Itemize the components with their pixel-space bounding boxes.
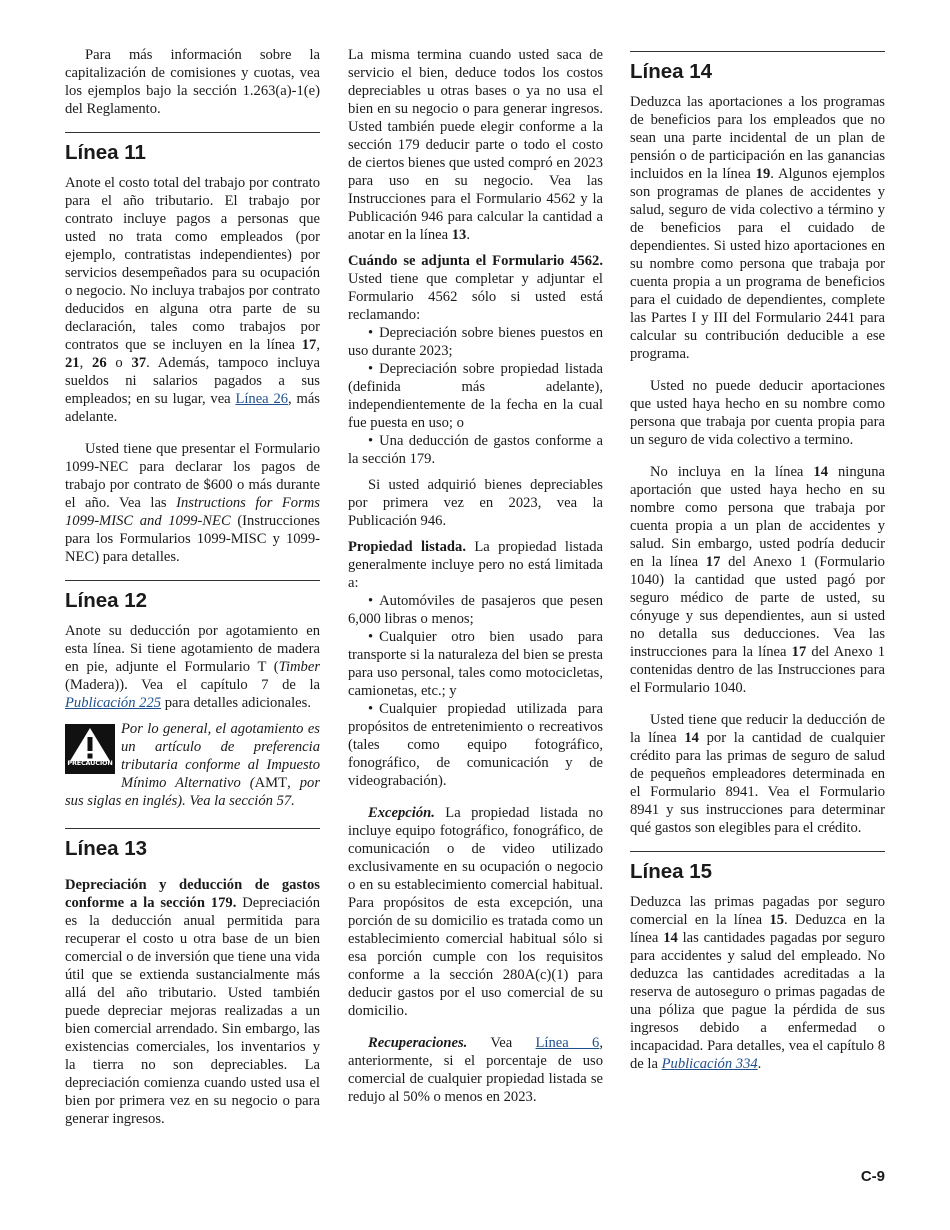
bullet: •	[368, 629, 374, 645]
link-linea-26[interactable]: Línea 26	[235, 391, 289, 407]
adquirio-paragraph	[348, 476, 603, 530]
text: Depreciación es la deducción anual permitida para recuperar el costo u otra base de un bien comercial o de inversión que tiene una vida útil que se extienda sustancialmente más allá del año tributario. Usted también puede depreciar mejoras realizadas a un bien comercial arrendado. Sin embargo, las existencias comerciales, los inventarios y la tierra no son depreciables. La depreciación comienza cuando usted usa el bien por primera vez en su negocio o para generar ingresos.	[65, 895, 320, 1127]
linea-14-paragraph-3	[630, 463, 885, 697]
run-in-heading: Propiedad listada.	[348, 539, 466, 555]
text: Deduzca las aportaciones a los programas de beneficios para los empleados que no sean una parte incidental de un plan de pensión o de participación en las ganancias incluidos en la línea	[630, 94, 885, 182]
list-item	[348, 432, 603, 468]
heading-linea-13: Línea 13	[65, 837, 148, 860]
excepcion-paragraph	[348, 804, 603, 1020]
text: . Además, tampoco incluya sueldos ni salarios pagados a sus empleados; en su lugar, vea	[65, 355, 321, 407]
line-ref: 14	[684, 730, 699, 746]
linea-15-paragraph	[630, 893, 885, 1073]
text: Usted tiene que completar y adjuntar el Formulario 4562 sólo si usted está reclamando:	[348, 271, 603, 323]
text: Si usted adquirió bienes depreciables por primera vez en 2023, vea la Publicación 946.	[348, 477, 603, 529]
section-divider	[630, 851, 885, 852]
text: Cualquier otro bien usado para transporte si la naturaleza del bien se presta para uso personal, tales como motocicletas, camionetas, etc.; y	[348, 629, 603, 699]
text: del Anexo 1 contenidas dentro de las Instrucciones para el Formulario 1040.	[630, 644, 885, 696]
text: AMT	[254, 775, 288, 791]
link-publicacion-334[interactable]: Publicación 334	[661, 1056, 758, 1072]
text: ninguna aportación que usted haya hecho en su nombre como persona que trabaja por cuenta propia a un plan de accidentes y salud. Sin embargo, usted podría deducir en la línea	[630, 464, 886, 570]
section-divider	[630, 51, 885, 52]
text: Depreciación sobre propiedad listada (definida más adelante), independientemente de la fecha en la cual fue puesta en uso; o	[348, 361, 603, 431]
text: o	[106, 355, 132, 371]
text: , por sus siglas en inglés). Vea la sección 57.	[65, 775, 320, 809]
heading-linea-12: Línea 12	[65, 589, 148, 612]
section-divider	[65, 580, 320, 581]
text: del Anexo 1 (Formulario 1040) la cantidad que usted pagó por seguro médico de parte de usted, su cónyuge y sus dependientes, aun si usted no detalla sus deducciones. Vea las instrucciones para la línea	[630, 554, 885, 660]
list-item	[348, 324, 603, 360]
text: (Madera)). Vea el capítulo 7 de la	[65, 677, 320, 693]
line-ref: 15	[769, 912, 785, 928]
linea-14-paragraph-4	[630, 711, 885, 837]
column-middle	[348, 46, 603, 1120]
linea-11-paragraph-1	[65, 174, 320, 426]
text: para detalles adicionales.	[161, 695, 311, 711]
line-ref: 17	[301, 337, 317, 353]
text: Cualquier propiedad utilizada para propósitos de entretenimiento o recreativos (tales como equipo fotográfico, fonográfico, de comunicación y de videograbación).	[348, 701, 603, 789]
text: Por lo general, el agotamiento es un artículo de preferencia tributaria conforme al Impuesto Mínimo Alternativo (	[121, 721, 320, 791]
linea-11-paragraph-2	[65, 440, 320, 566]
page-number: C-9	[860, 1168, 885, 1185]
text: .	[757, 1056, 762, 1072]
run-in-heading: Depreciación y deducción de gastos conforme a la sección 179.	[65, 877, 320, 911]
text: las cantidades pagadas por seguro para accidentes y salud del empleado. No deduzca las cantidades acreditadas a la reserva de autoseguro o primas pagadas de una póliza que pague la pérdida de sus ingresos debido a enfermedad o incapacidad. Para detalles, vea el capítulo 8 de la	[630, 930, 886, 1072]
column-left	[65, 46, 320, 1142]
line-ref: 17	[705, 554, 721, 570]
text: Depreciación sobre bienes puestos en uso durante 2023;	[348, 325, 603, 359]
line-ref: 21	[65, 355, 80, 371]
text: ,	[79, 355, 93, 371]
text: No incluya en la línea	[650, 464, 814, 480]
intro-paragraph	[65, 46, 320, 118]
link-publicacion-225[interactable]: Publicación 225	[65, 695, 162, 711]
heading-linea-14: Línea 14	[630, 60, 713, 83]
line-ref: 26	[92, 355, 107, 371]
text: Anote el costo total del trabajo por contrato para el año tributario. El trabajo por contrato incluye pagos a personas que usted no trata como empleados (por ejemplo, contratistas independientes) por servicios desempeñados para su ocupación o negocio. No incluya trabajos por contrato deducidos en alguna otra parte de su declaración, tales como trabajos por contratos que se incluyen en la línea	[65, 175, 320, 353]
linea-12-paragraph	[65, 622, 320, 712]
text: por la cantidad de cualquier crédito para las primas de seguro de salud de pequeños empleadores determinada en el Formulario 8941. Vea el Formulario 8941 y sus instrucciones para determinar qué gastos son elegibles para el crédito.	[630, 730, 885, 836]
text: (Instrucciones para los Formularios 1099-MISC y 1099-NEC) para detalles.	[65, 513, 320, 565]
run-in-heading: Recuperaciones.	[368, 1035, 468, 1051]
text: . Algunos ejemplos son programas de planes de accidentes y salud, seguro de vida colectivo a término y de beneficios para el cuidado de dependientes. Si usted hizo aportaciones en su nombre como persona que trabaja por cuenta propia a un programa de beneficios para el cuidado de dependientes, complete las Partes I y III del Formulario 2441 para calcular su contribución deducible a ese programa.	[630, 166, 885, 362]
run-in-heading: Excepción.	[368, 805, 435, 821]
list-item	[348, 700, 603, 790]
bullet: •	[368, 325, 374, 341]
text: , más adelante.	[65, 391, 320, 425]
text: Deduzca las primas pagadas por seguro comercial en la línea	[630, 894, 885, 928]
text: Usted tiene que reducir la deducción de la línea	[630, 712, 885, 746]
text: La misma termina cuando usted saca de servicio el bien, deduce todos los costos depreciables u otras bases o ya no usa el bien en su negocio o para generar ingresos. Usted también puede elegir conforme a la sección 179 deducir parte o todo el costo de ciertos bienes que usted compró en 2023 para uso en su negocio. Vea las Instrucciones para el Formulario 4562 y la Publicación 946 para calcular la cantidad a anotar en la línea	[348, 47, 603, 243]
intro-text: Para más información sobre la capitalización de comisiones y cuotas, vea los ejemplos bajo la sección 1.263(a)-1(e) del Reglamento.	[65, 47, 320, 117]
column-right	[630, 46, 885, 1087]
recuperaciones-paragraph	[348, 1034, 603, 1106]
text: . Deduzca en la línea	[630, 912, 885, 946]
linea-14-paragraph-1	[630, 93, 885, 363]
line-ref: 37	[131, 355, 147, 371]
text: Vea	[467, 1035, 536, 1051]
caution-label: PRECAUCION	[67, 759, 113, 767]
line-ref: 17	[791, 644, 807, 660]
text: La propiedad listada no incluye equipo fotográfico, fonográfico, de comunicación o de video utilizado exclusivamente en su ocupación o negocio o en su establecimiento comercial habitual. Para propósitos de esta excepción, una porción de su domicilio es tratada como un establecimiento comercial habitual sólo si esa porción cumple con los requisitos conforme a la sección 280A(c)(1) para deducir gastos por el uso comercial de su domicilio.	[348, 805, 603, 1019]
caution-note	[65, 720, 320, 810]
run-in-heading: Cuándo se adjunta el Formulario 4562.	[348, 253, 603, 269]
text: Automóviles de pasajeros que pesen 6,000 libras o menos;	[348, 593, 603, 627]
text: , anteriormente, si el porcentaje de uso comercial de cualquier propiedad listada se redujo al 50% o menos en 2023.	[348, 1035, 603, 1105]
text: Anote su deducción por agotamiento en esta línea. Si tiene agotamiento de madera en pie, adjunte el Formulario T (	[65, 623, 320, 675]
text: La propiedad listada generalmente incluye pero no está limitada a:	[348, 539, 603, 591]
form-title: Instructions for Forms 1099-MISC and 1099-NEC	[65, 495, 320, 529]
form-4562-paragraph	[348, 252, 603, 324]
list-item	[348, 628, 603, 700]
heading-linea-11: Línea 11	[65, 141, 146, 164]
line-ref: 14	[663, 930, 678, 946]
line-ref: 19	[755, 166, 771, 182]
link-linea-6[interactable]: Línea 6	[535, 1035, 600, 1051]
text: ,	[316, 337, 320, 353]
bullet: •	[368, 701, 374, 717]
text: Usted no puede deducir aportaciones que usted haya hecho en su nombre como persona que trabaja por cuenta propia para un seguro de vida colectivo a termino.	[630, 378, 885, 448]
bullet: •	[368, 361, 374, 377]
section-divider	[65, 828, 320, 829]
bullet: •	[368, 593, 374, 609]
section-divider	[65, 132, 320, 133]
linea-13-continuation	[348, 46, 603, 244]
list-item	[348, 360, 603, 432]
propiedad-listada-paragraph	[348, 538, 603, 592]
text: Una deducción de gastos conforme a la sección 179.	[348, 433, 603, 467]
caution-icon	[65, 724, 115, 774]
list-item	[348, 592, 603, 628]
text: .	[466, 227, 470, 243]
bullet: •	[368, 433, 374, 449]
form-title: Timber	[278, 659, 320, 675]
linea-13-paragraph	[65, 876, 320, 1128]
line-ref: 14	[813, 464, 828, 480]
heading-linea-15: Línea 15	[630, 860, 713, 883]
text: Usted tiene que presentar el Formulario 1099-NEC para declarar los pagos de trabajo por contrato de $600 o más durante el año. Vea las	[65, 441, 320, 511]
line-ref: 13	[451, 227, 467, 243]
linea-14-paragraph-2	[630, 377, 885, 449]
